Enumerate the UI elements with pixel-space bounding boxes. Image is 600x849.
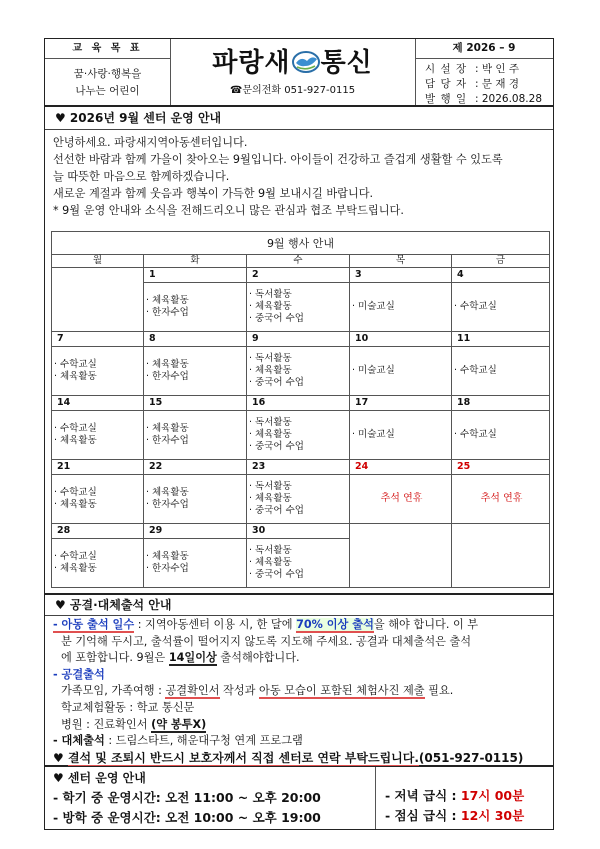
day-activities (52, 539, 144, 588)
activity-item: · 미술교실 (352, 365, 395, 376)
activity-item: · 체육활동 (54, 371, 97, 382)
day-activities (350, 283, 452, 332)
activity-item: · 체육활동 (249, 557, 292, 568)
day-number (452, 524, 550, 539)
operation-section (44, 766, 554, 830)
day-number: 14 (52, 396, 144, 411)
activity-item: · 체육활동 (146, 551, 189, 562)
day-number: 3 (350, 268, 452, 283)
absence-body: - 아동 출석 일수 : 지역아동센터 이용 시, 한 달에 70% 이상 출석을 해야 합니다. 이 부 분 기억해 두시고, 출석률이 떨어지지 않도록 지도해 주세요. 공결과 대체출석은 출석 에 포함합니다. 9월은 14일이상 출석해야합니다. - 공결출석 가족모임, 가족여행 : 공결확인서 작성과 아동 모습이 포함된 체험사진 제출 필요. 학교체험활동 : 학교 통신문 병원 : 진료확인서 (약 봉투X) - 대체출석 : 드림스타트, 해운대구청 연계 프로그램 ♥ 결석 및 조퇴시 반드시 보호자께서 직접 센터로 연락 부탁드립니다.(051-927-0115) (53, 618, 524, 765)
day-number: 21 (52, 460, 144, 475)
day-number: 17 (350, 396, 452, 411)
activity-item: · 미술교실 (352, 301, 395, 312)
day-activities (350, 411, 452, 460)
activity-item: · 중국어 수업 (249, 569, 304, 580)
day-number: 29 (144, 524, 247, 539)
activity-item: · 수학교실 (454, 365, 497, 376)
logo-text-right: 통신 (320, 48, 373, 78)
day-number: 24 (350, 460, 452, 475)
operation-title: ♥ 센터 운영 안내 (53, 771, 146, 785)
activity-item: · 중국어 수업 (249, 377, 304, 388)
bluebird-logo-icon (291, 50, 321, 74)
day-number: 15 (144, 396, 247, 411)
day-activities (52, 347, 144, 396)
activity-item: · 독서활동 (249, 289, 292, 300)
activity-item: · 중국어 수업 (249, 505, 304, 516)
activity-item: · 한자수업 (146, 371, 189, 382)
weekday-header: 화 (144, 255, 247, 268)
day-activities (452, 539, 550, 588)
activity-item: · 수학교실 (454, 429, 497, 440)
day-activities (247, 411, 350, 460)
issue-date-row: 발 행 일 : 2026.08.28 (425, 93, 542, 105)
day-activities (350, 539, 452, 588)
day-number: 25 (452, 460, 550, 475)
day-number: 28 (52, 524, 144, 539)
day-activities (247, 283, 350, 332)
absence-guide-section (44, 594, 554, 766)
goals-line-1: 꿈·사랑·행복을 (73, 68, 142, 80)
day-activities (52, 411, 144, 460)
activity-item: · 체육활동 (54, 563, 97, 574)
holiday-label: 추석 연휴 (350, 475, 452, 524)
day-activities (144, 283, 247, 332)
day-number: 30 (247, 524, 350, 539)
activity-item: · 중국어 수업 (249, 441, 304, 452)
day-activities (247, 347, 350, 396)
activity-item: · 중국어 수업 (249, 313, 304, 324)
holiday-label: 추석 연휴 (452, 475, 550, 524)
notice-title: ♥ 2026년 9월 센터 운영 안내 (55, 111, 222, 125)
activity-item: · 한자수업 (146, 563, 189, 574)
day-number: 8 (144, 332, 247, 347)
day-number: 9 (247, 332, 350, 347)
monthly-notice-section (44, 106, 554, 594)
dinner-time: - 저녁 급식 : 17시 00분 (385, 788, 525, 803)
day-number: 10 (350, 332, 452, 347)
activity-item: · 독서활동 (249, 417, 292, 428)
director-row: 시 설 장 : 박 인 주 (425, 63, 519, 75)
activity-item: · 독서활동 (249, 545, 292, 556)
newsletter-header (44, 38, 554, 106)
vacation-hours: - 방학 중 운영시간: 오전 10:00 ~ 오후 19:00 (53, 810, 321, 825)
education-goals (45, 39, 171, 105)
day-number: 11 (452, 332, 550, 347)
activity-item: · 수학교실 (454, 301, 497, 312)
contact-phone: ☎문의전화 051-927-0115 (229, 85, 356, 96)
activity-item: · 수학교실 (54, 423, 97, 434)
issue-info (415, 39, 553, 105)
activity-item: · 체육활동 (54, 499, 97, 510)
manager-row: 담 당 자 : 문 재 경 (425, 78, 519, 90)
day-activities (452, 347, 550, 396)
day-activities (144, 347, 247, 396)
day-number: 1 (144, 268, 247, 283)
day-number: 4 (452, 268, 550, 283)
activity-item: · 수학교실 (54, 551, 97, 562)
issue-number: 제 2026 – 9 (415, 39, 553, 59)
activity-item: · 미술교실 (352, 429, 395, 440)
activity-item: · 체육활동 (146, 487, 189, 498)
notice-body: 안녕하세요. 파랑새지역아동센터입니다. 선선한 바람과 함께 가을이 찾아오는 9월입니다. 아이들이 건강하고 즐겁게 생활할 수 있도록 늘 따뜻한 마음으로 함께하겠습니다. 새로운 계절과 함께 웃음과 행복이 가득한 9월 보내시길 바랍니다. * 9월 운영 안내와 소식을 전해드리오니 많은 관심과 협조 부탁드립니다. (53, 136, 503, 217)
day-activities (247, 539, 350, 588)
day-activities (452, 411, 550, 460)
day-number (52, 268, 144, 283)
weekday-header: 금 (452, 255, 550, 268)
absence-title: ♥ 공결·대체출석 안내 (55, 598, 172, 612)
activity-item: · 한자수업 (146, 307, 189, 318)
event-calendar (51, 231, 550, 588)
weekday-header: 월 (52, 255, 144, 268)
activity-item: · 체육활동 (146, 295, 189, 306)
activity-item: · 체육활동 (54, 435, 97, 446)
goals-line-2: 나누는 어린이 (75, 85, 140, 97)
weekday-header: 목 (350, 255, 452, 268)
day-number: 16 (247, 396, 350, 411)
semester-hours: - 학기 중 운영시간: 오전 11:00 ~ 오후 20:00 (53, 790, 321, 805)
day-number: 22 (144, 460, 247, 475)
activity-item: · 체육활동 (249, 429, 292, 440)
lunch-time: - 점심 급식 : 12시 30분 (385, 808, 525, 823)
day-activities (452, 283, 550, 332)
activity-item: · 체육활동 (249, 365, 292, 376)
day-number: 7 (52, 332, 144, 347)
day-activities (247, 475, 350, 524)
activity-item: · 수학교실 (54, 359, 97, 370)
day-activities (350, 347, 452, 396)
activity-item: · 체육활동 (249, 301, 292, 312)
activity-item: · 수학교실 (54, 487, 97, 498)
day-number (350, 524, 452, 539)
activity-item: · 체육활동 (146, 423, 189, 434)
newsletter-logo (170, 39, 416, 105)
activity-item: · 한자수업 (146, 435, 189, 446)
logo-text-left: 파랑새 (212, 48, 291, 78)
day-number: 2 (247, 268, 350, 283)
day-activities (52, 475, 144, 524)
activity-item: · 독서활동 (249, 353, 292, 364)
day-activities (52, 283, 144, 332)
day-number: 23 (247, 460, 350, 475)
activity-item: · 독서활동 (249, 481, 292, 492)
weekday-header: 수 (247, 255, 350, 268)
activity-item: · 체육활동 (146, 359, 189, 370)
day-activities (144, 539, 247, 588)
goals-title: 교 육 목 표 (45, 39, 170, 59)
day-activities (144, 411, 247, 460)
activity-item: · 한자수업 (146, 499, 189, 510)
day-activities (144, 475, 247, 524)
calendar-title: 9월 행사 안내 (52, 232, 550, 255)
day-number: 18 (452, 396, 550, 411)
activity-item: · 체육활동 (249, 493, 292, 504)
